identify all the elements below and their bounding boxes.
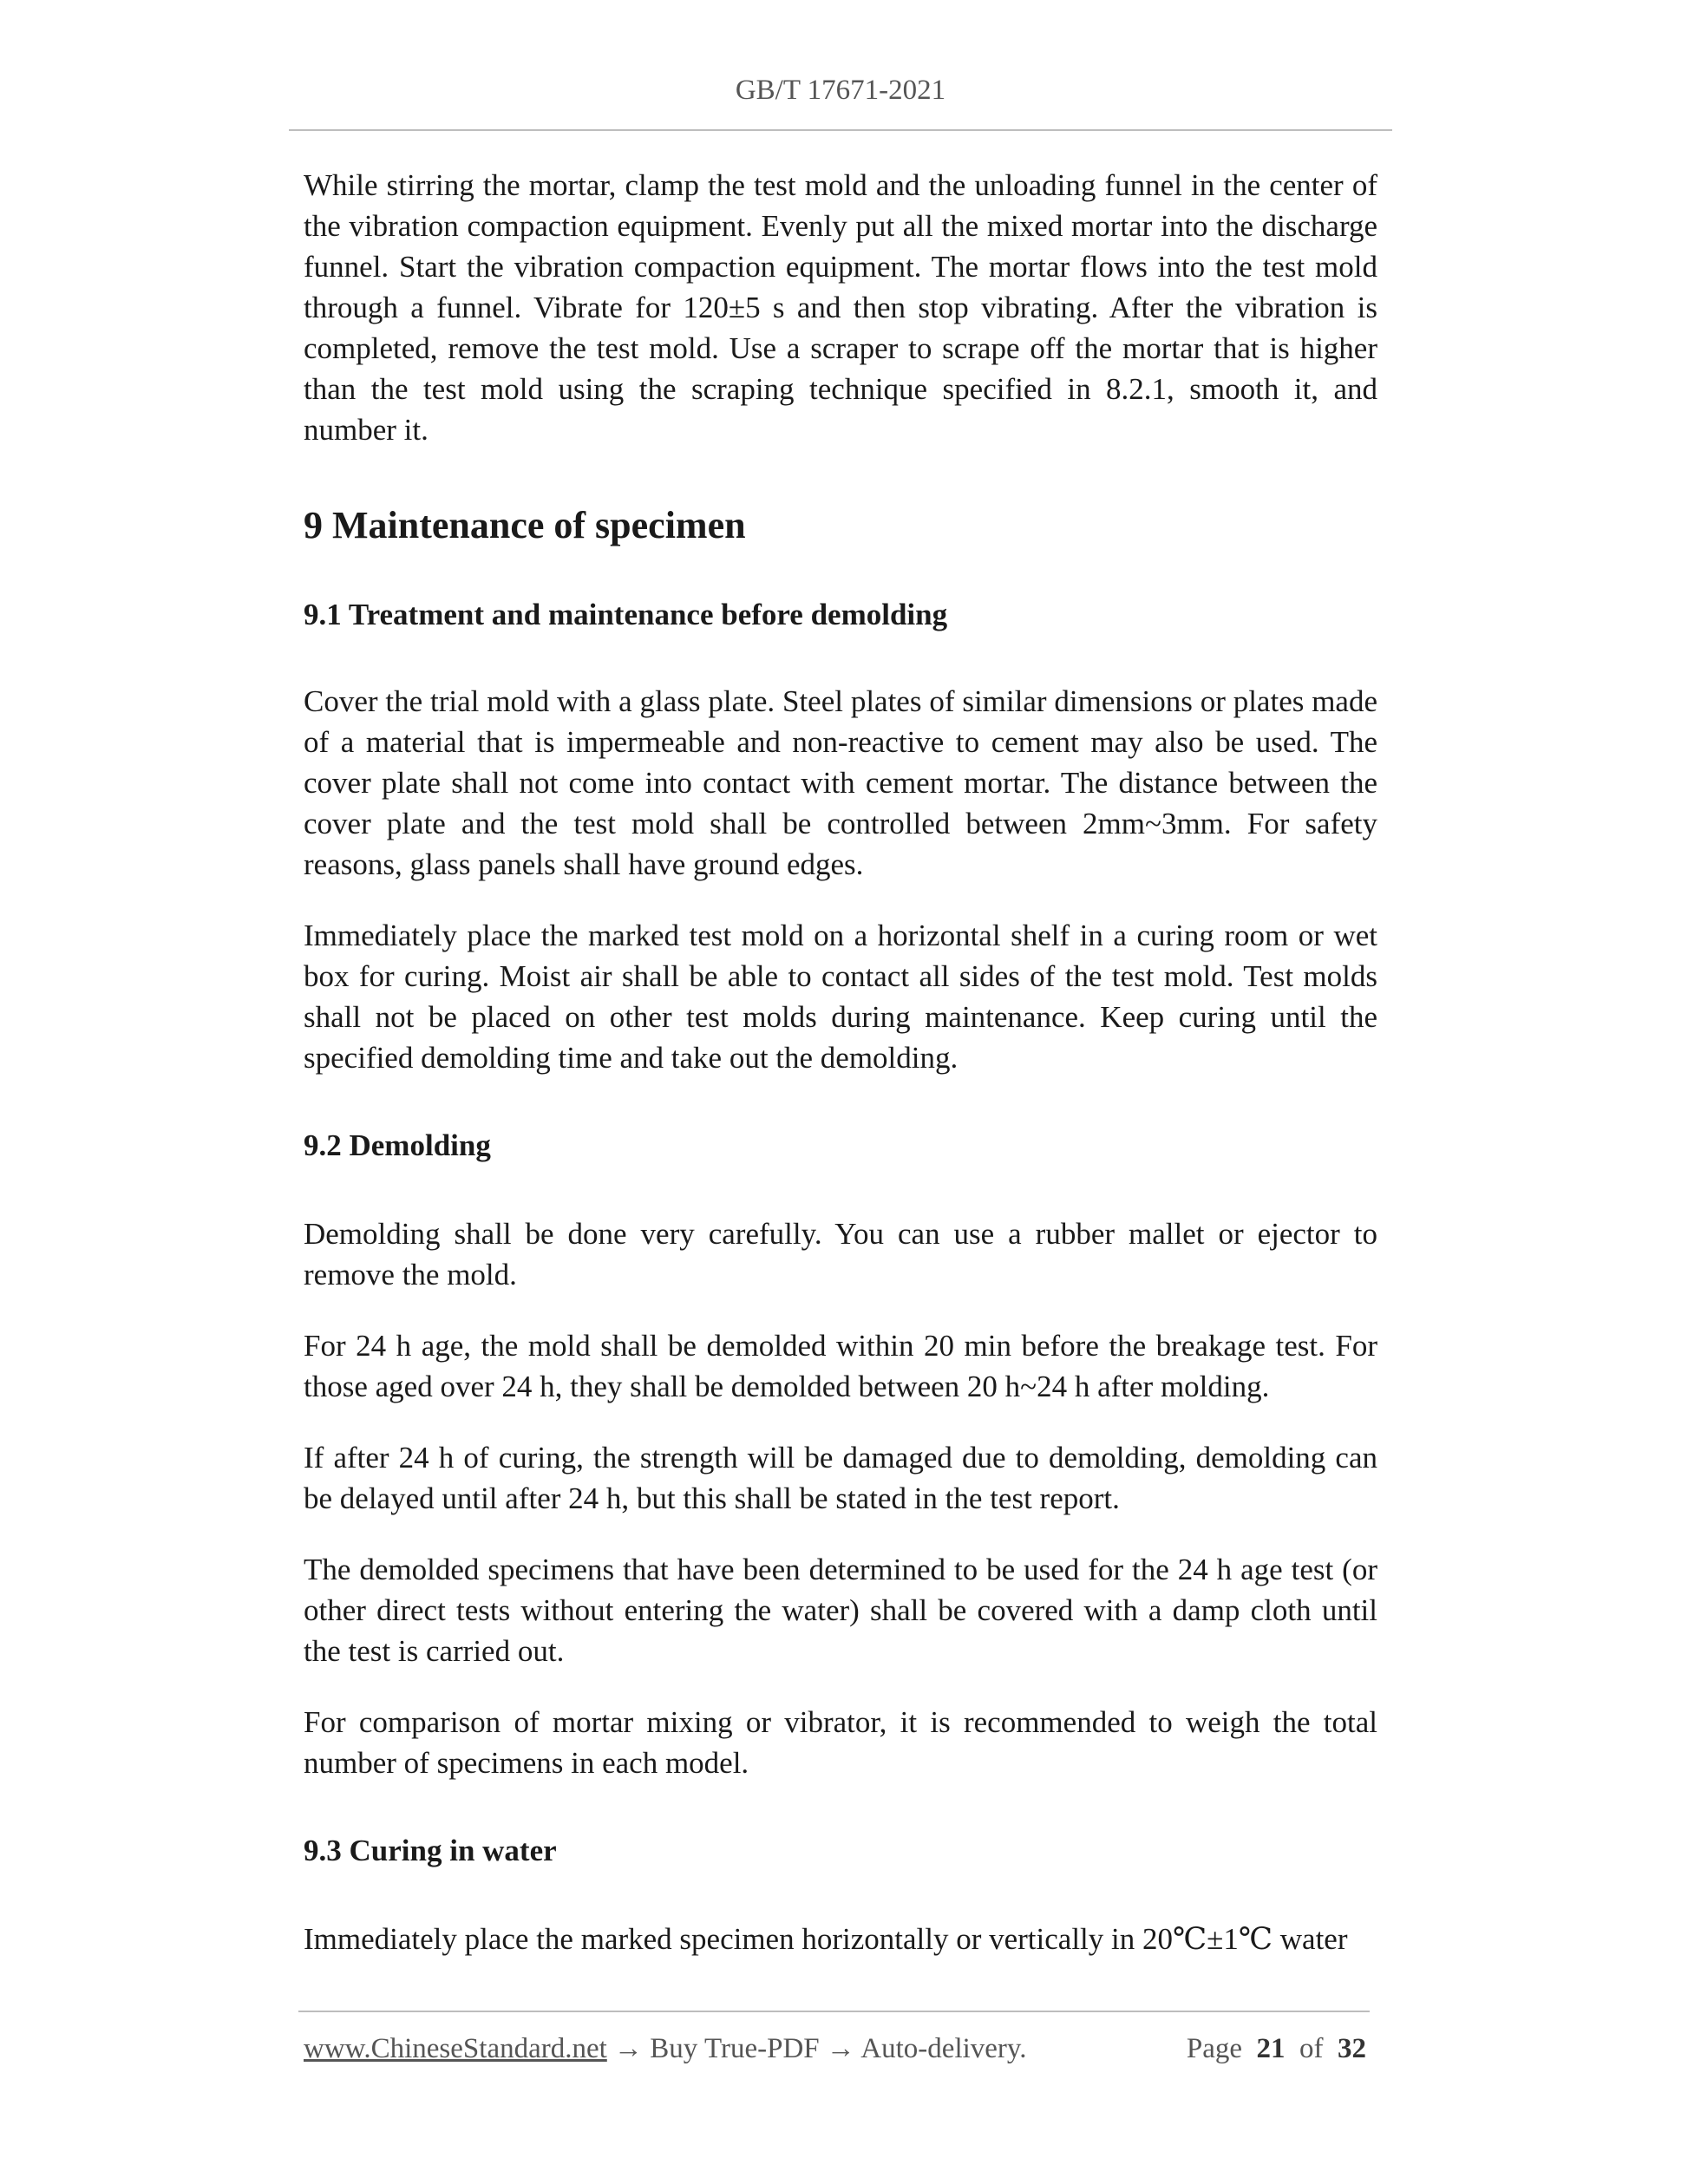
- paragraph-9-2-b: For 24 h age, the mold shall be demolded within 20 min before the breakage test. For those aged over 24 h, they shall be demolded between 20 h~24 h after molding.: [304, 1329, 1377, 1403]
- page-of-label: of: [1299, 2033, 1324, 2064]
- header-divider: [289, 129, 1392, 131]
- buy-pdf-text: → Buy True-PDF → Auto-delivery.: [606, 2033, 1027, 2064]
- footer-divider: [298, 2011, 1370, 2012]
- page-label: Page: [1186, 2033, 1242, 2064]
- intro-paragraph: While stirring the mortar, clamp the test mold and the unloading funnel in the center of the vibration compaction equipment. Evenly put all the mixed mortar into the discharge funnel. Start the vibration compaction equipment. The mortar flows into the test mold through a funnel. Vibrate for 120±5 s and then stop vibrating. After the vibration is completed, remove the test mold. Use a scraper to scrape off the mortar that is higher than the test mold using the scraping technique specified in 8.2.1, smooth it, and number it.: [304, 168, 1377, 447]
- document-body: [304, 165, 1377, 1959]
- section-heading-9: 9 Maintenance of specimen: [304, 504, 746, 546]
- paragraph-9-1-b: Immediately place the marked test mold on a horizontal shelf in a curing room or wet box for curing. Moist air shall be able to contact all sides of the test mold. Test molds shall not be placed on other test molds during maintenance. Keep curing until the specified demolding time and take out the demolding.: [304, 919, 1377, 1075]
- paragraph-9-3-a: Immediately place the marked specimen horizontally or vertically in 20℃±1℃ water: [304, 1922, 1348, 1956]
- paragraph-9-2-c: If after 24 h of curing, the strength will be damaged due to demolding, demolding can be delayed until after 24 h, but this shall be stated in the test report.: [304, 1441, 1377, 1515]
- page-total: 32: [1338, 2033, 1366, 2064]
- page-header: GB/T 17671-2021: [735, 75, 946, 106]
- footer-promo: [304, 2030, 1027, 2067]
- paragraph-9-2-e: For comparison of mortar mixing or vibrator, it is recommended to weigh the total number of specimens in each model.: [304, 1705, 1377, 1780]
- paragraph-9-1-a: Cover the trial mold with a glass plate. Steel plates of similar dimensions or plates made of a material that is impermeable and non-reactive to cement may also be used. The cover plate shall not come into contact with cement mortar. The distance between the cover plate and the test mold shall be controlled between 2mm~3mm. For safety reasons, glass panels shall have ground edges.: [304, 684, 1377, 881]
- subsection-heading-9-1: 9.1 Treatment and maintenance before demolding: [304, 598, 948, 631]
- page-current: 21: [1256, 2033, 1286, 2064]
- paragraph-9-2-d: The demolded specimens that have been determined to be used for the 24 h age test (or other direct tests without entering the water) shall be covered with a damp cloth until the test is carried out.: [304, 1553, 1377, 1668]
- page-number: [1187, 2030, 1366, 2067]
- subsection-heading-9-3: 9.3 Curing in water: [304, 1834, 557, 1867]
- paragraph-9-2-a: Demolding shall be done very carefully. You can use a rubber mallet or ejector to remove the mold.: [304, 1217, 1377, 1291]
- subsection-heading-9-2: 9.2 Demolding: [304, 1128, 491, 1162]
- website-link[interactable]: www.ChineseStandard.net: [304, 2033, 607, 2064]
